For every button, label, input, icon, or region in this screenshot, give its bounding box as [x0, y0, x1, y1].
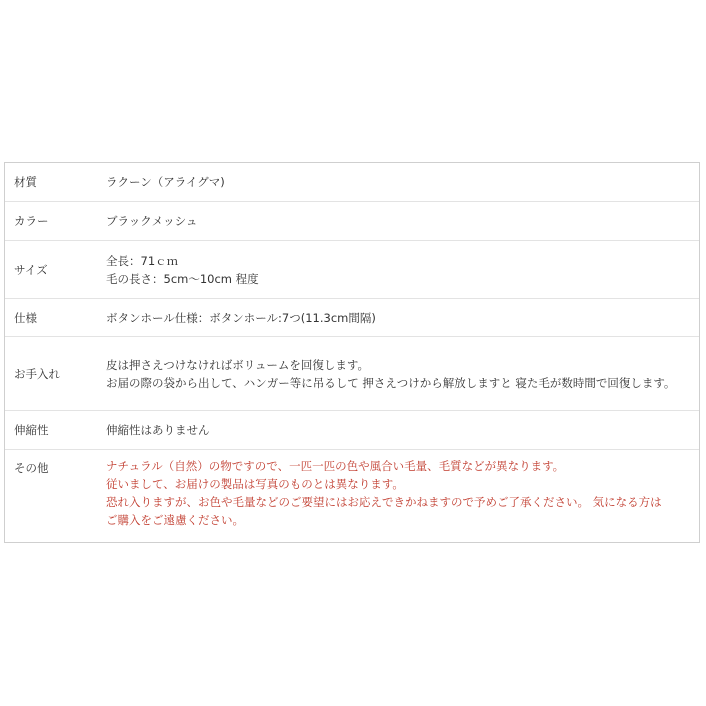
spec-value-line: 伸縮性はありません [106, 423, 210, 437]
warning-line: 恐れ入りますが、お色や毛量などのご要望にはお応えできかねますので予めご了承ください。 気になる方は [106, 495, 662, 509]
warning-line: ご購入をご遠慮ください。 [106, 513, 244, 527]
spec-label: カラー [14, 214, 49, 228]
spec-label: 伸縮性 [14, 423, 49, 437]
spec-row-size [5, 241, 699, 299]
spec-row-care [5, 337, 699, 411]
spec-value [97, 337, 699, 410]
spec-value-line: ボタンホール仕様：ボタンホール:7つ(11.3cm間隔) [106, 310, 376, 325]
spec-value-warning [97, 450, 699, 542]
spec-value-line: ラクーン（アライグマ) [106, 175, 225, 189]
spec-value [97, 299, 699, 336]
spec-value [97, 202, 699, 240]
spec-value-line: 毛の長さ：5cm～10cm 程度 [106, 271, 259, 286]
spec-value [97, 411, 699, 449]
spec-value-line: 皮は押さえつけなければボリュームを回復します。 [106, 357, 370, 372]
spec-label: 材質 [14, 175, 37, 189]
spec-row-color [5, 202, 699, 241]
spec-row-other [5, 450, 699, 542]
spec-label: サイズ [14, 262, 48, 277]
spec-value [97, 241, 699, 298]
spec-value-line: お届の際の袋から出して、ハンガー等に吊るして 押さえつけから解放しますと 寝た毛が数時間で回復します。 [106, 375, 676, 390]
spec-row-material [5, 163, 699, 202]
spec-row-stretch [5, 411, 699, 450]
spec-value-line: 全長：71ｃｍ [106, 253, 179, 268]
spec-value-line: ブラックメッシュ [106, 214, 198, 228]
warning-line: ナチュラル（自然）の物ですので、一匹一匹の色や風合い毛量、毛質などが異なります。 [106, 459, 565, 473]
spec-label: その他 [14, 461, 49, 475]
spec-value [97, 163, 699, 201]
spec-label: お手入れ [14, 366, 60, 381]
spec-table [4, 162, 700, 543]
spec-label: 仕様 [14, 310, 37, 325]
spec-row-spec [5, 299, 699, 337]
warning-line: 従いまして、お届けの製品は写真のものとは異なります。 [106, 477, 404, 491]
